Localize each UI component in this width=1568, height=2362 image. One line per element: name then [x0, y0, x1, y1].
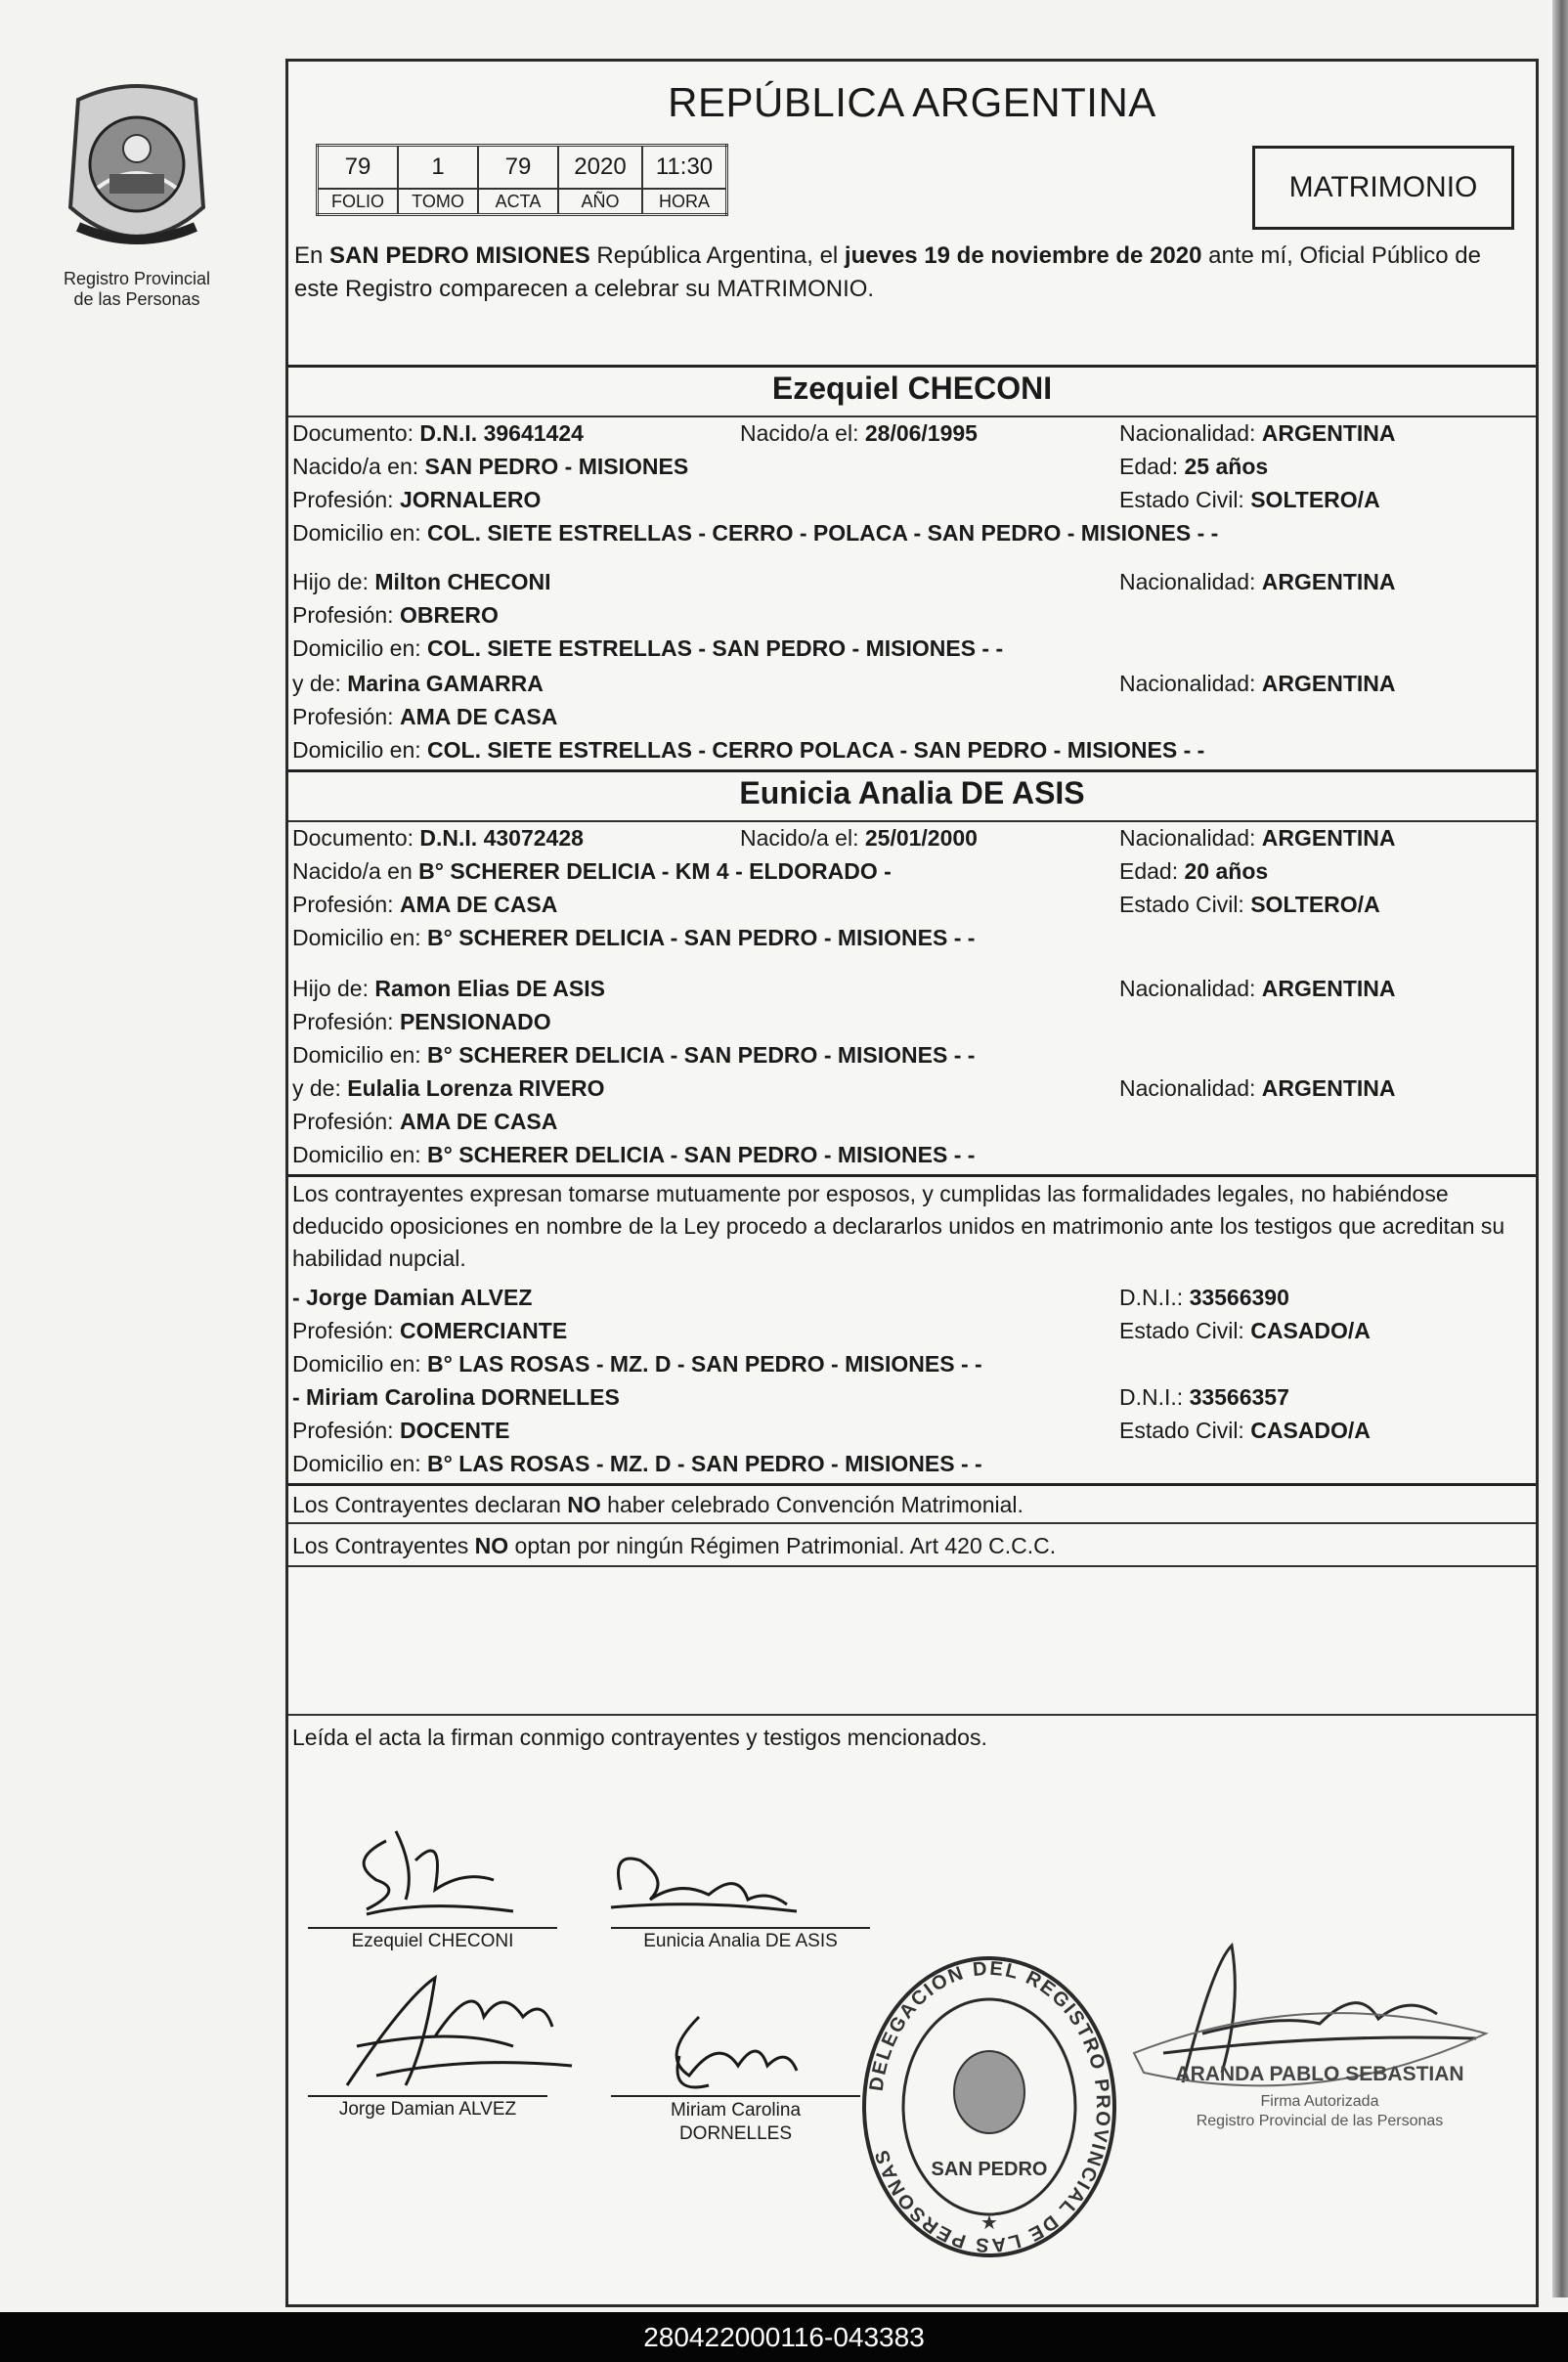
- groom-mother-profession: Profesión: AMA DE CASA: [292, 704, 558, 729]
- groom-signature-line: [308, 1927, 557, 1929]
- year-label: AÑO: [558, 189, 642, 215]
- groom-father-address: Domicilio en: COL. SIETE ESTRELLAS - SAN PEDRO - MISIONES - -: [292, 635, 1004, 661]
- convention-line-2: Los Contrayentes NO optan por ningún Régimen Patrimonial. Art 420 C.C.C.: [292, 1533, 1057, 1558]
- intro-text-3: ante mí, Oficial Público de este Registro comparecen a celebrar su MATRIMONIO.: [294, 242, 1481, 302]
- groom-name-title: Ezequiel CHECONI: [771, 371, 1053, 406]
- groom-signature-icon: [327, 1802, 523, 1929]
- official-name: ARANDA PABLO SEBASTIAN: [1175, 2063, 1464, 2085]
- witness2-signature-name: [611, 2099, 860, 2146]
- witness1-name: - Jorge Damian ALVEZ: [292, 1285, 533, 1310]
- divider: [288, 1714, 1536, 1716]
- groom-birth-place: Nacido/a en: SAN PEDRO - MISIONES: [292, 454, 689, 479]
- province-emblem: [59, 80, 215, 256]
- intro-place: SAN PEDRO MISIONES: [329, 242, 590, 269]
- groom-age: Edad: 25 años: [1119, 454, 1269, 479]
- folio-value: 79: [318, 146, 399, 190]
- convention-line-1: Los Contrayentes declaran NO haber celebrado Convención Matrimonial.: [292, 1492, 1024, 1517]
- groom-signature-name: Ezequiel CHECONI: [351, 1931, 514, 1951]
- divider: [288, 416, 1536, 417]
- groom-mother: y de: Marina GAMARRA: [292, 671, 544, 696]
- closing-text: Leída el acta la firman conmigo contrayentes y testigos mencionados.: [292, 1725, 987, 1750]
- seal-outer-text: DELEGACIÓN DEL REGISTRO PROVINCIAL DE LAS PERSONAS: [865, 1957, 1114, 2256]
- acta-value: 79: [478, 146, 558, 190]
- bride-profession: Profesión: AMA DE CASA: [292, 892, 558, 917]
- registry-seal-icon: [852, 1946, 1126, 2268]
- tomo-label: TOMO: [398, 189, 478, 215]
- bride-father-nationality: Nacionalidad: ARGENTINA: [1119, 976, 1396, 1001]
- tomo-value: 1: [398, 146, 478, 190]
- bride-father-profession: Profesión: PENSIONADO: [292, 1009, 551, 1034]
- bride-father: Hijo de: Ramon Elias DE ASIS: [292, 976, 605, 1001]
- groom-mother-address: Domicilio en: COL. SIETE ESTRELLAS - CERRO POLACA - SAN PEDRO - MISIONES - -: [292, 737, 1205, 763]
- intro-date: jueves 19 de noviembre de 2020: [844, 242, 1202, 269]
- seal-star-icon: ★: [980, 2212, 998, 2234]
- seal-inner-text: SAN PEDRO: [931, 2159, 1048, 2180]
- witness2-dni: D.N.I.: 33566357: [1119, 1384, 1289, 1410]
- folio-label: FOLIO: [318, 189, 399, 215]
- divider: [288, 820, 1536, 822]
- groom-profession: Profesión: JORNALERO: [292, 487, 542, 512]
- divider: [288, 365, 1536, 368]
- bride-age: Edad: 20 años: [1119, 858, 1269, 884]
- witness2-name: - Miriam Carolina DORNELLES: [292, 1384, 620, 1410]
- witness1-dni: D.N.I.: 33566390: [1119, 1285, 1289, 1310]
- year-value: 2020: [558, 146, 642, 190]
- divider: [288, 1565, 1536, 1567]
- divider: [288, 1174, 1536, 1177]
- groom-father: Hijo de: Milton CHECONI: [292, 569, 551, 594]
- misiones-emblem-icon: [59, 80, 215, 256]
- groom-father-profession: Profesión: OBRERO: [292, 602, 499, 628]
- witness2-signature-icon: [640, 1997, 836, 2105]
- witness1-civil-status: Estado Civil: CASADO/A: [1119, 1318, 1371, 1343]
- intro-paragraph: [294, 240, 1530, 306]
- hour-label: HORA: [642, 189, 727, 215]
- witness2-profession: Profesión: DOCENTE: [292, 1418, 510, 1443]
- groom-civil-status: Estado Civil: SOLTERO/A: [1119, 487, 1380, 512]
- groom-mother-nationality: Nacionalidad: ARGENTINA: [1119, 671, 1396, 696]
- intro-text-1: En: [294, 242, 330, 269]
- groom-birth-date: Nacido/a el: 28/06/1995: [740, 420, 978, 446]
- witness1-signature-icon: [318, 1958, 591, 2105]
- bride-mother-profession: Profesión: AMA DE CASA: [292, 1109, 558, 1134]
- declaration-paragraph: Los contrayentes expresan tomarse mutuamente por esposos, y cumplidas las formalidades legales, no habiéndose deducido oposiciones en nombre de la Ley procedo a declararlos unidos en matrimonio ante los testigos que acreditan su habilidad nupcial.: [292, 1181, 1505, 1271]
- bride-document: Documento: D.N.I. 43072428: [292, 825, 584, 851]
- bride-signature-icon: [601, 1821, 797, 1929]
- document-title: REPÚBLICA ARGENTINA: [668, 79, 1156, 125]
- groom-nationality: Nacionalidad: ARGENTINA: [1119, 420, 1396, 446]
- registry-caption: [29, 269, 244, 310]
- bride-name-title: Eunicia Analia DE ASIS: [739, 775, 1085, 810]
- scan-edge-shadow: [1552, 0, 1568, 2297]
- bride-nationality: Nacionalidad: ARGENTINA: [1119, 825, 1396, 851]
- hour-value: 11:30: [642, 146, 727, 190]
- bride-mother-address: Domicilio en: B° SCHERER DELICIA - SAN PEDRO - MISIONES - -: [292, 1142, 976, 1167]
- acta-label: ACTA: [478, 189, 558, 215]
- bride-birth-date: Nacido/a el: 25/01/2000: [740, 825, 978, 851]
- bride-address: Domicilio en: B° SCHERER DELICIA - SAN PEDRO - MISIONES - -: [292, 925, 976, 950]
- bride-signature-line: [611, 1927, 870, 1929]
- bride-signature-name: Eunicia Analia DE ASIS: [643, 1931, 838, 1951]
- witness2-address: Domicilio en: B° LAS ROSAS - MZ. D - SAN PEDRO - MISIONES - -: [292, 1451, 982, 1476]
- divider: [288, 1483, 1536, 1486]
- divider: [288, 1522, 1536, 1524]
- document-code-strip: 280422000116-043383: [0, 2312, 1568, 2362]
- acta-reference-table: [316, 144, 728, 216]
- witness1-profession: Profesión: COMERCIANTE: [292, 1318, 568, 1343]
- divider: [288, 769, 1536, 772]
- witness1-signature-name: Jorge Damian ALVEZ: [338, 2099, 517, 2120]
- bride-mother-nationality: Nacionalidad: ARGENTINA: [1119, 1075, 1396, 1101]
- bride-birth-place: Nacido/a en B° SCHERER DELICIA - KM 4 - ELDORADO -: [292, 858, 892, 884]
- bride-father-address: Domicilio en: B° SCHERER DELICIA - SAN PEDRO - MISIONES - -: [292, 1042, 976, 1068]
- groom-father-nationality: Nacionalidad: ARGENTINA: [1119, 569, 1396, 594]
- groom-address: Domicilio en: COL. SIETE ESTRELLAS - CERRO - POLACA - SAN PEDRO - MISIONES - -: [292, 520, 1219, 546]
- registry-caption-line2: de las Personas: [73, 289, 200, 309]
- witness2-signature-name-line1: Miriam Carolina: [670, 2100, 802, 2121]
- witness1-address: Domicilio en: B° LAS ROSAS - MZ. D - SAN PEDRO - MISIONES - -: [292, 1351, 982, 1377]
- groom-document: Documento: D.N.I. 39641424: [292, 420, 584, 446]
- witness2-civil-status: Estado Civil: CASADO/A: [1119, 1418, 1371, 1443]
- witness1-signature-line: [308, 2095, 547, 2097]
- witness2-signature-line: [611, 2095, 860, 2097]
- official-role: Firma Autorizada: [1260, 2093, 1379, 2110]
- witness2-signature-name-line2: DORNELLES: [678, 2123, 793, 2144]
- registry-caption-line1: Registro Provincial: [63, 269, 211, 288]
- intro-text-2: República Argentina, el: [589, 242, 845, 269]
- official-role-block: [1134, 2092, 1505, 2131]
- official-office: Registro Provincial de las Personas: [1196, 2113, 1444, 2129]
- certificate-type-box: MATRIMONIO: [1252, 146, 1514, 230]
- bride-civil-status: Estado Civil: SOLTERO/A: [1119, 892, 1380, 917]
- bride-mother: y de: Eulalia Lorenza RIVERO: [292, 1075, 605, 1101]
